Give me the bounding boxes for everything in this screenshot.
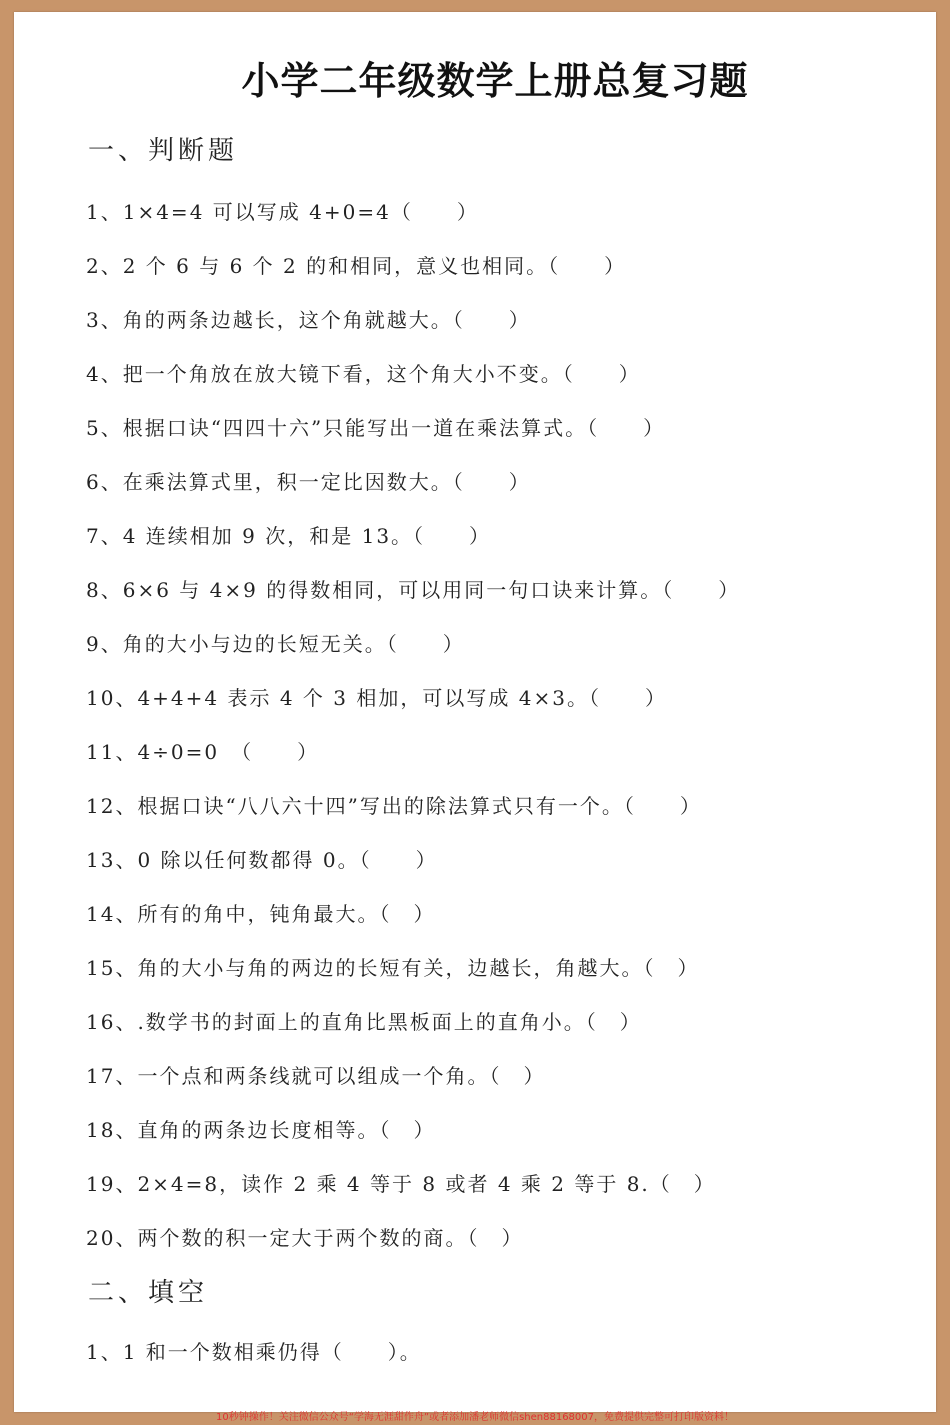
judge-question-12: 12、根据口诀“八八六十四”写出的除法算式只有一个。（ ）: [86, 794, 702, 818]
judge-question-20: 20、两个数的积一定大于两个数的商。（ ）: [86, 1226, 524, 1250]
judge-question-14: 14、所有的角中，钝角最大。（ ）: [86, 902, 436, 926]
judge-question-1: 1、1×4=4 可以写成 4+0=4（ ）: [86, 200, 479, 224]
judge-question-4: 4、把一个角放在放大镜下看，这个角大小不变。（ ）: [86, 362, 641, 386]
judge-question-18: 18、直角的两条边长度相等。（ ）: [86, 1118, 436, 1142]
judge-question-3: 3、角的两条边越长，这个角就越大。（ ）: [86, 308, 531, 332]
judge-question-2: 2、2 个 6 与 6 个 2 的和相同，意义也相同。（ ）: [86, 254, 627, 278]
section-heading-fill: 二、填空: [88, 1278, 209, 1308]
judge-question-7: 7、4 连续相加 9 次，和是 13。（ ）: [86, 524, 492, 548]
judge-question-19: 19、2×4=8，读作 2 乘 4 等于 8 或者 4 乘 2 等于 8.（ ）: [86, 1172, 716, 1196]
judge-question-15: 15、角的大小与角的两边的长短有关，边越长，角越大。（ ）: [86, 956, 700, 980]
judge-question-11: 11、4÷0=0 （ ）: [86, 740, 320, 764]
judge-question-5: 5、根据口诀“四四十六”只能写出一道在乘法算式。（ ）: [86, 416, 666, 440]
fill-question-1: 1、1 和一个数相乘仍得（ ）。: [86, 1340, 422, 1364]
judge-question-8: 8、6×6 与 4×9 的得数相同，可以用同一句口诀来计算。（ ）: [86, 578, 741, 602]
judge-question-13: 13、0 除以任何数都得 0。（ ）: [86, 848, 438, 872]
judge-question-6: 6、在乘法算式里，积一定比因数大。（ ）: [86, 470, 531, 494]
page-title: 小学二年级数学上册总复习题: [241, 59, 749, 103]
judge-question-16: 16、.数学书的封面上的直角比黑板面上的直角小。（ ）: [86, 1010, 642, 1034]
judge-question-9: 9、角的大小与边的长短无关。（ ）: [86, 632, 465, 656]
footer-notice: 10秒钟操作！关注微信公众号“学海无涯甜作舟”或者添加潘老师微信shen88168007，免费提供完整可打印版资料！: [215, 1412, 735, 1423]
judge-question-10: 10、4+4+4 表示 4 个 3 相加，可以写成 4×3。（ ）: [86, 686, 667, 710]
section-heading-judge: 一、判断题: [88, 136, 239, 166]
judge-question-17: 17、一个点和两条线就可以组成一个角。（ ）: [86, 1064, 546, 1088]
